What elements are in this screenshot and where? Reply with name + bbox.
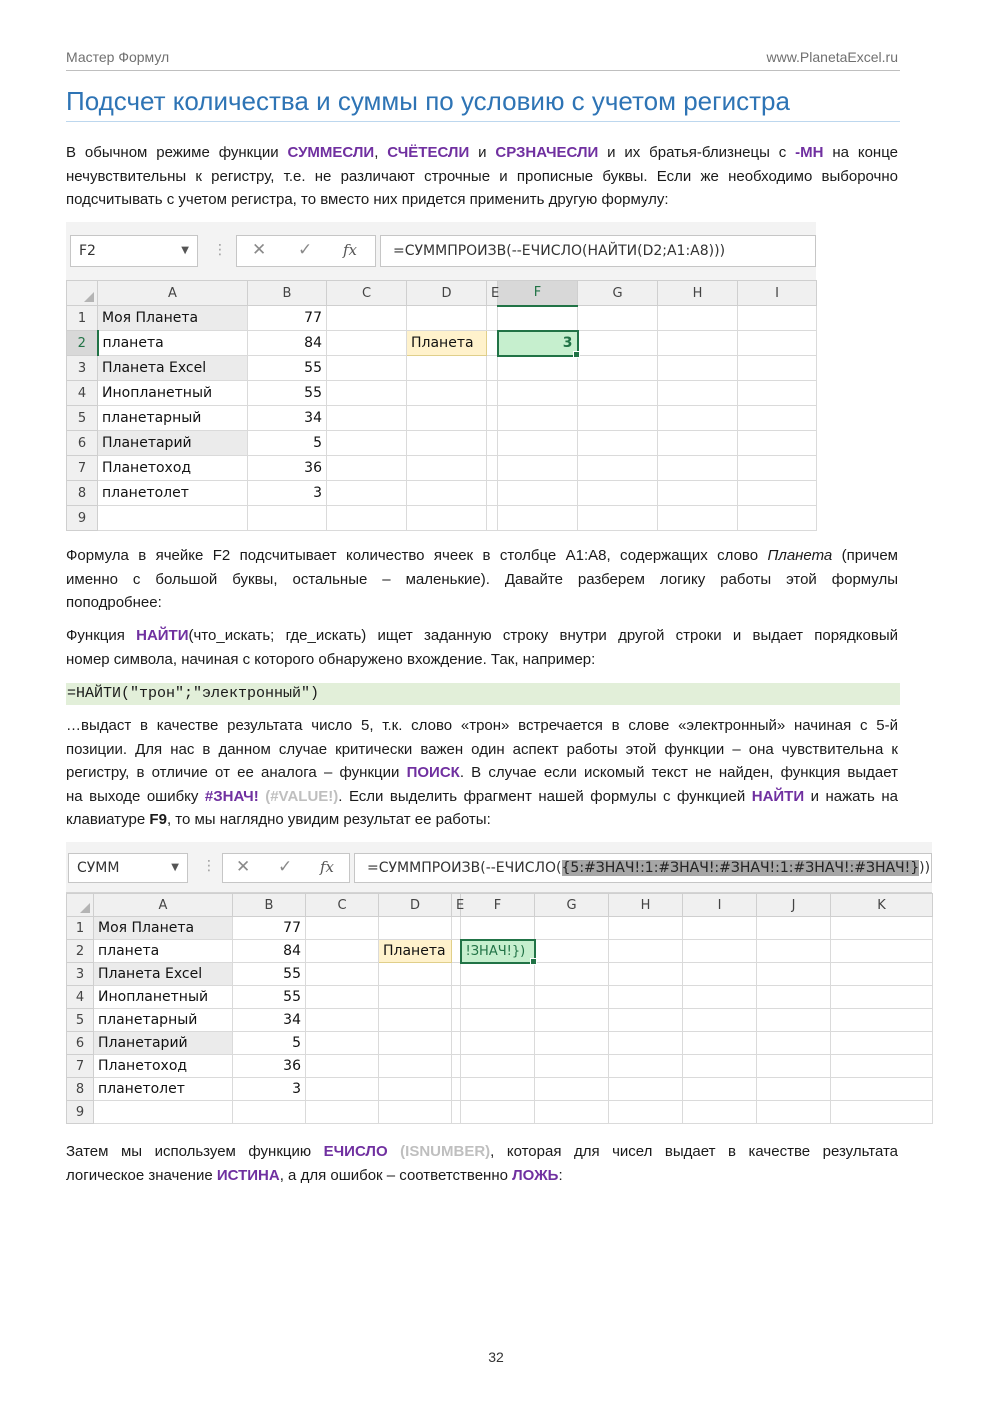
formula-bar (66, 842, 932, 893)
worksheet-grid-2 (66, 893, 933, 1124)
drag-handle-icon[interactable]: ⋮ (213, 242, 227, 258)
cell[interactable] (757, 1055, 831, 1078)
cell[interactable] (407, 381, 487, 406)
cell[interactable] (327, 331, 407, 356)
row-header-selected[interactable]: 2 (67, 331, 98, 356)
cell[interactable] (535, 1078, 609, 1101)
cell-a6[interactable]: Планетарий (98, 431, 248, 456)
cell-a5[interactable]: планетарный (94, 1009, 233, 1032)
cell[interactable] (757, 1101, 831, 1124)
keyword-echislo: ЕЧИСЛО (323, 1143, 388, 1160)
row-header[interactable]: 4 (67, 381, 98, 406)
cell[interactable] (407, 481, 487, 506)
keyword-summesli: СУММЕСЛИ (287, 144, 375, 161)
cell[interactable] (461, 1032, 535, 1055)
cell[interactable] (306, 986, 379, 1009)
cell[interactable] (738, 506, 817, 531)
confirm-icon[interactable]: ✓ (298, 240, 313, 260)
cell[interactable] (658, 481, 738, 506)
row-header[interactable]: 9 (67, 506, 98, 531)
cell[interactable] (379, 1009, 452, 1032)
cell[interactable] (407, 506, 487, 531)
cell[interactable] (452, 986, 461, 1009)
cell[interactable] (831, 1055, 933, 1078)
column-header[interactable]: F (461, 894, 535, 917)
row-header[interactable]: 3 (67, 356, 98, 381)
column-header[interactable]: E (452, 894, 461, 917)
cell[interactable] (578, 506, 658, 531)
cell[interactable] (306, 1078, 379, 1101)
cell[interactable] (452, 917, 461, 940)
cell[interactable] (683, 986, 757, 1009)
column-header[interactable]: D (407, 281, 487, 306)
cell[interactable] (498, 306, 578, 331)
para3-line-2: номер символа, начиная с которого обнаружено вхождение. Так, например: (66, 650, 596, 668)
cell[interactable] (461, 986, 535, 1009)
cell[interactable] (578, 406, 658, 431)
cell[interactable] (461, 1078, 535, 1101)
row-header[interactable]: 1 (67, 306, 98, 331)
cell-d2-criteria[interactable]: Планета (407, 331, 487, 356)
cell[interactable] (757, 940, 831, 963)
cell[interactable] (535, 1055, 609, 1078)
cell-b8[interactable]: 3 (248, 481, 327, 506)
cell[interactable] (379, 986, 452, 1009)
cell-a7[interactable]: Планетоход (98, 456, 248, 481)
para2-line-1: Формула в ячейке F2 подсчитывает количество ячеек в столбце A1:A8, содержащих слово Планета (причем (66, 547, 898, 564)
para4-line-3: регистру, в отличие от ее аналога – функции ПОИСК. В случае если искомый текст не найден, функция выдает (66, 764, 898, 781)
column-header[interactable]: H (609, 894, 683, 917)
cell-b1[interactable]: 77 (233, 917, 306, 940)
cell[interactable] (498, 506, 578, 531)
cell[interactable] (487, 431, 498, 456)
cell[interactable] (452, 1101, 461, 1124)
cell[interactable] (683, 940, 757, 963)
cell[interactable] (738, 406, 817, 431)
cell[interactable] (535, 1009, 609, 1032)
cell[interactable] (498, 356, 578, 381)
column-header[interactable]: A (98, 281, 248, 306)
chevron-down-icon[interactable]: ▼ (181, 245, 189, 256)
function-icon[interactable]: fx (343, 241, 358, 259)
cell[interactable] (831, 1101, 933, 1124)
cell[interactable] (461, 917, 535, 940)
cell[interactable] (306, 917, 379, 940)
column-header[interactable]: C (327, 281, 407, 306)
keyword-value-error: (#VALUE!) (265, 787, 339, 805)
cell[interactable] (609, 963, 683, 986)
column-header[interactable]: I (738, 281, 817, 306)
header-left: Мастер Формул (66, 49, 170, 65)
column-header[interactable]: J (757, 894, 831, 917)
cell[interactable] (738, 431, 817, 456)
fill-handle[interactable] (530, 958, 537, 965)
cell[interactable] (327, 406, 407, 431)
cell-b1[interactable]: 77 (248, 306, 327, 331)
keyword-znach: #ЗНАЧ! (204, 787, 259, 805)
cell[interactable] (487, 506, 498, 531)
function-icon[interactable]: fx (320, 858, 335, 876)
cell[interactable] (407, 456, 487, 481)
para2-line-3: поподробнее: (66, 594, 162, 611)
cell[interactable] (407, 431, 487, 456)
intro-line-2: нечувствительны к регистру, т.е. не различают строчные и прописные буквы. Если же необходимо выборочно (66, 167, 898, 185)
column-header[interactable]: D (379, 894, 452, 917)
cell-a8[interactable]: планетолет (94, 1078, 233, 1101)
para4-line-5: клавиатуре F9, то мы наглядно увидим результат ее работы: (66, 811, 491, 828)
keyword-naiti: НАЙТИ (751, 787, 805, 805)
cell[interactable] (535, 963, 609, 986)
column-header[interactable]: G (535, 894, 609, 917)
header-right: www.PlanetaExcel.ru (766, 49, 898, 65)
cell[interactable] (306, 1055, 379, 1078)
cell-b7[interactable]: 36 (248, 456, 327, 481)
para4-line-4: на выходе ошибку #ЗНАЧ! (#VALUE!). Если выделить фрагмент нашей формулы с функцией НАЙТИ и нажать на (66, 787, 898, 805)
keyword-f9: F9 (149, 811, 167, 828)
cell-b5[interactable]: 34 (248, 406, 327, 431)
cell[interactable] (658, 306, 738, 331)
formula-explanation-paragraph (66, 544, 898, 615)
cell[interactable] (831, 1078, 933, 1101)
cell-a4[interactable]: Инопланетный (94, 986, 233, 1009)
keyword-lozh: ЛОЖЬ (512, 1166, 559, 1184)
row-header[interactable]: 5 (67, 406, 98, 431)
cell[interactable] (498, 406, 578, 431)
row-header[interactable]: 1 (67, 917, 94, 940)
column-header[interactable]: I (683, 894, 757, 917)
cell[interactable] (578, 481, 658, 506)
column-header[interactable]: B (248, 281, 327, 306)
cell[interactable] (535, 986, 609, 1009)
cell[interactable] (306, 963, 379, 986)
cell[interactable] (757, 1032, 831, 1055)
cell-b5[interactable]: 34 (233, 1009, 306, 1032)
title-divider (66, 121, 900, 122)
cell-b8[interactable]: 3 (233, 1078, 306, 1101)
cell[interactable] (578, 456, 658, 481)
column-header[interactable]: C (306, 894, 379, 917)
cell[interactable] (487, 406, 498, 431)
cell[interactable] (407, 306, 487, 331)
keyword-istina: ИСТИНА (216, 1166, 280, 1184)
intro-paragraph (66, 141, 898, 212)
cell[interactable] (609, 917, 683, 940)
cell-a7[interactable]: Планетоход (94, 1055, 233, 1078)
cell[interactable] (757, 1078, 831, 1101)
para5-line-2: логическое значение ИСТИНА, а для ошибок – соответственно ЛОЖЬ: (66, 1166, 563, 1184)
cell-a5[interactable]: планетарный (98, 406, 248, 431)
row-header[interactable]: 2 (67, 940, 94, 963)
excel-screenshot-1 (66, 222, 816, 530)
cell-a3[interactable]: Планета Excel (94, 963, 233, 986)
row-header[interactable]: 3 (67, 963, 94, 986)
cell[interactable] (683, 963, 757, 986)
cell-b2[interactable]: 84 (248, 331, 327, 356)
cell[interactable] (578, 356, 658, 381)
result-paragraph (66, 714, 898, 832)
select-all-corner[interactable] (67, 894, 94, 917)
cell[interactable] (487, 456, 498, 481)
cell[interactable] (609, 986, 683, 1009)
cell[interactable] (306, 1032, 379, 1055)
cell[interactable] (831, 963, 933, 986)
cell[interactable] (498, 381, 578, 406)
cell[interactable] (831, 1032, 933, 1055)
cell[interactable] (831, 986, 933, 1009)
cell[interactable] (487, 381, 498, 406)
cell[interactable] (379, 917, 452, 940)
cell[interactable] (683, 1055, 757, 1078)
confirm-icon[interactable]: ✓ (278, 857, 293, 877)
cell[interactable] (452, 1078, 461, 1101)
cancel-icon[interactable]: ✕ (236, 857, 251, 877)
page-number: 32 (488, 1349, 504, 1365)
cell[interactable] (609, 1032, 683, 1055)
formula-highlighted-fragment[interactable]: {5:#ЗНАЧ!:1:#ЗНАЧ!:#ЗНАЧ!:1:#ЗНАЧ!:#ЗНАЧ!} (561, 860, 920, 876)
para5-line-1: Затем мы используем функцию ЕЧИСЛО (ISNUMBER), которая для чисел выдает в качестве результата (66, 1143, 898, 1160)
cell[interactable] (452, 963, 461, 986)
cell[interactable] (498, 481, 578, 506)
word-planeta-italic: Планета (767, 547, 833, 564)
cell[interactable] (738, 456, 817, 481)
keyword-mn: -МН (795, 144, 824, 161)
column-header[interactable]: H (658, 281, 738, 306)
cell[interactable] (98, 506, 248, 531)
row-header[interactable]: 8 (67, 1078, 94, 1101)
cell[interactable] (578, 331, 658, 356)
cell[interactable] (578, 431, 658, 456)
column-header-selected[interactable]: F (498, 281, 578, 306)
para3-line-1: Функция НАЙТИ(что_искать; где_искать) ищет заданную строку внутри другой строки и выдает порядковый (66, 627, 899, 644)
para4-line-1: …выдаст в качестве результата число 5, т.к. слово «трон» встречается в слове «электронный» начиная с 5-й (66, 717, 898, 734)
formula-input[interactable]: =СУММПРОИЗВ(--ЕЧИСЛО(НАЙТИ(D2;A1:A8))) (380, 235, 816, 267)
cell[interactable] (658, 331, 738, 356)
chevron-down-icon[interactable]: ▼ (171, 862, 179, 873)
cell-b3[interactable]: 55 (233, 963, 306, 986)
cell-b4[interactable]: 55 (248, 381, 327, 406)
cell[interactable] (683, 1101, 757, 1124)
cell[interactable] (738, 356, 817, 381)
cell[interactable] (407, 356, 487, 381)
cell[interactable] (407, 406, 487, 431)
para2-line-2: именно с большой буквы, остальные – маленькие). Давайте разберем логику работы этой формулы (66, 570, 898, 588)
code-example: =НАЙТИ("трон";"электронный") (66, 683, 900, 705)
cell[interactable] (306, 940, 379, 963)
cell-b6[interactable]: 5 (233, 1032, 306, 1055)
cell[interactable] (379, 1055, 452, 1078)
column-header[interactable]: B (233, 894, 306, 917)
column-header[interactable]: E (487, 281, 498, 306)
cell[interactable] (327, 381, 407, 406)
cell[interactable] (535, 1101, 609, 1124)
cell[interactable] (658, 431, 738, 456)
cell[interactable] (578, 306, 658, 331)
cell[interactable] (658, 506, 738, 531)
formula-bar (66, 222, 816, 281)
cell[interactable] (327, 456, 407, 481)
cell[interactable] (461, 963, 535, 986)
fill-handle[interactable] (573, 351, 580, 358)
cell-a8[interactable]: планетолет (98, 481, 248, 506)
cell-f2-active[interactable]: 3 (498, 331, 578, 356)
cell[interactable] (379, 1101, 452, 1124)
row-header[interactable]: 6 (67, 431, 98, 456)
column-header[interactable]: K (831, 894, 933, 917)
cell[interactable] (461, 1055, 535, 1078)
drag-handle-icon[interactable]: ⋮ (202, 858, 216, 874)
cell[interactable] (609, 1009, 683, 1032)
cell[interactable] (379, 1078, 452, 1101)
cell[interactable] (683, 1009, 757, 1032)
cell[interactable] (461, 1009, 535, 1032)
cell[interactable] (831, 1009, 933, 1032)
cell[interactable] (757, 986, 831, 1009)
cell[interactable] (306, 1009, 379, 1032)
cell-b2[interactable]: 84 (233, 940, 306, 963)
excel-screenshot-2 (66, 842, 932, 1126)
cell[interactable] (683, 917, 757, 940)
cell[interactable] (379, 1032, 452, 1055)
cell[interactable] (452, 940, 461, 963)
name-box[interactable]: F2 ▼ (70, 235, 198, 267)
cell-a4[interactable]: Инопланетный (98, 381, 248, 406)
row-header[interactable]: 5 (67, 1009, 94, 1032)
cell[interactable] (757, 1009, 831, 1032)
cell[interactable] (658, 356, 738, 381)
cell[interactable] (578, 381, 658, 406)
cell[interactable] (327, 356, 407, 381)
cell[interactable] (738, 306, 817, 331)
cell[interactable] (831, 940, 933, 963)
cell-b7[interactable]: 36 (233, 1055, 306, 1078)
cell-b4[interactable]: 55 (233, 986, 306, 1009)
intro-line-3: подсчитывать с учетом регистра, то вместо них придется применить другую формулу: (66, 191, 669, 208)
name-box[interactable]: СУММ ▼ (68, 853, 188, 883)
cell[interactable] (487, 331, 498, 356)
select-all-corner[interactable] (67, 281, 98, 306)
cell-a3[interactable]: Планета Excel (98, 356, 248, 381)
section-title: Подсчет количества и суммы по условию с учетом регистра (66, 86, 790, 116)
cell[interactable] (658, 406, 738, 431)
row-header[interactable]: 8 (67, 481, 98, 506)
cell-b6[interactable]: 5 (248, 431, 327, 456)
column-header[interactable]: G (578, 281, 658, 306)
cell[interactable] (248, 506, 327, 531)
cell[interactable] (327, 306, 407, 331)
cell[interactable] (94, 1101, 233, 1124)
cell[interactable] (658, 456, 738, 481)
cell-a2[interactable]: планета (94, 940, 233, 963)
cell-a1[interactable]: Моя Планета (94, 917, 233, 940)
cell[interactable] (535, 1032, 609, 1055)
cell[interactable] (498, 431, 578, 456)
cell[interactable] (738, 381, 817, 406)
cell[interactable] (609, 1101, 683, 1124)
cell[interactable] (535, 940, 609, 963)
keyword-schetesli: СЧЁТЕСЛИ (387, 144, 470, 161)
cancel-icon[interactable]: ✕ (252, 240, 267, 260)
cell[interactable] (757, 963, 831, 986)
cell-a2[interactable]: планета (98, 331, 248, 356)
column-header[interactable]: A (94, 894, 233, 917)
cell[interactable] (327, 431, 407, 456)
intro-line-1: В обычном режиме функции СУММЕСЛИ, СЧЁТЕСЛИ и СРЗНАЧЕСЛИ и их братья-близнецы с -МН на конце (66, 144, 898, 161)
cell[interactable] (683, 1032, 757, 1055)
formula-input[interactable]: =СУММПРОИЗВ(--ЕЧИСЛО({5:#ЗНАЧ!:1:#ЗНАЧ!:#ЗНАЧ!:1:#ЗНАЧ!:#ЗНАЧ!})) (354, 853, 932, 883)
cell[interactable] (306, 1101, 379, 1124)
cell[interactable] (487, 481, 498, 506)
echislo-paragraph (66, 1140, 898, 1187)
row-header[interactable]: 7 (67, 1055, 94, 1078)
worksheet-grid-1 (66, 280, 817, 531)
row-header[interactable]: 7 (67, 456, 98, 481)
keyword-poisk: ПОИСК (406, 764, 460, 781)
cell[interactable] (327, 506, 407, 531)
cell[interactable] (327, 481, 407, 506)
cell[interactable] (658, 381, 738, 406)
cell[interactable] (498, 456, 578, 481)
cell-b3[interactable]: 55 (248, 356, 327, 381)
cell[interactable] (452, 1032, 461, 1055)
cell[interactable] (487, 356, 498, 381)
cell-d2-criteria[interactable]: Планета (379, 940, 452, 963)
cell[interactable] (609, 1078, 683, 1101)
cell[interactable] (452, 1009, 461, 1032)
cell[interactable] (609, 940, 683, 963)
cell[interactable] (379, 963, 452, 986)
cell[interactable] (609, 1055, 683, 1078)
cell[interactable] (738, 331, 817, 356)
cell[interactable] (233, 1101, 306, 1124)
keyword-isnumber: (ISNUMBER) (400, 1143, 491, 1160)
cell[interactable] (461, 1101, 535, 1124)
naiti-description-paragraph (66, 624, 898, 671)
cell[interactable] (831, 917, 933, 940)
cell-a1[interactable]: Моя Планета (98, 306, 248, 331)
header-divider (66, 70, 900, 71)
row-header[interactable]: 6 (67, 1032, 94, 1055)
para4-line-2: позиции. Для нас в данном случае критически важен один аспект работы этой функции – она чувствительна к (66, 740, 898, 758)
keyword-srznachesli: СРЗНАЧЕСЛИ (495, 144, 599, 161)
cell[interactable] (535, 917, 609, 940)
row-header[interactable]: 9 (67, 1101, 94, 1124)
keyword-naiti: НАЙТИ (136, 627, 189, 644)
cell[interactable] (738, 481, 817, 506)
row-header[interactable]: 4 (67, 986, 94, 1009)
cell[interactable] (683, 1078, 757, 1101)
cell-a6[interactable]: Планетарий (94, 1032, 233, 1055)
cell-f2-editing[interactable]: !ЗНАЧ!}) (461, 940, 535, 963)
cell[interactable] (487, 306, 498, 331)
cell[interactable] (757, 917, 831, 940)
cell[interactable] (452, 1055, 461, 1078)
